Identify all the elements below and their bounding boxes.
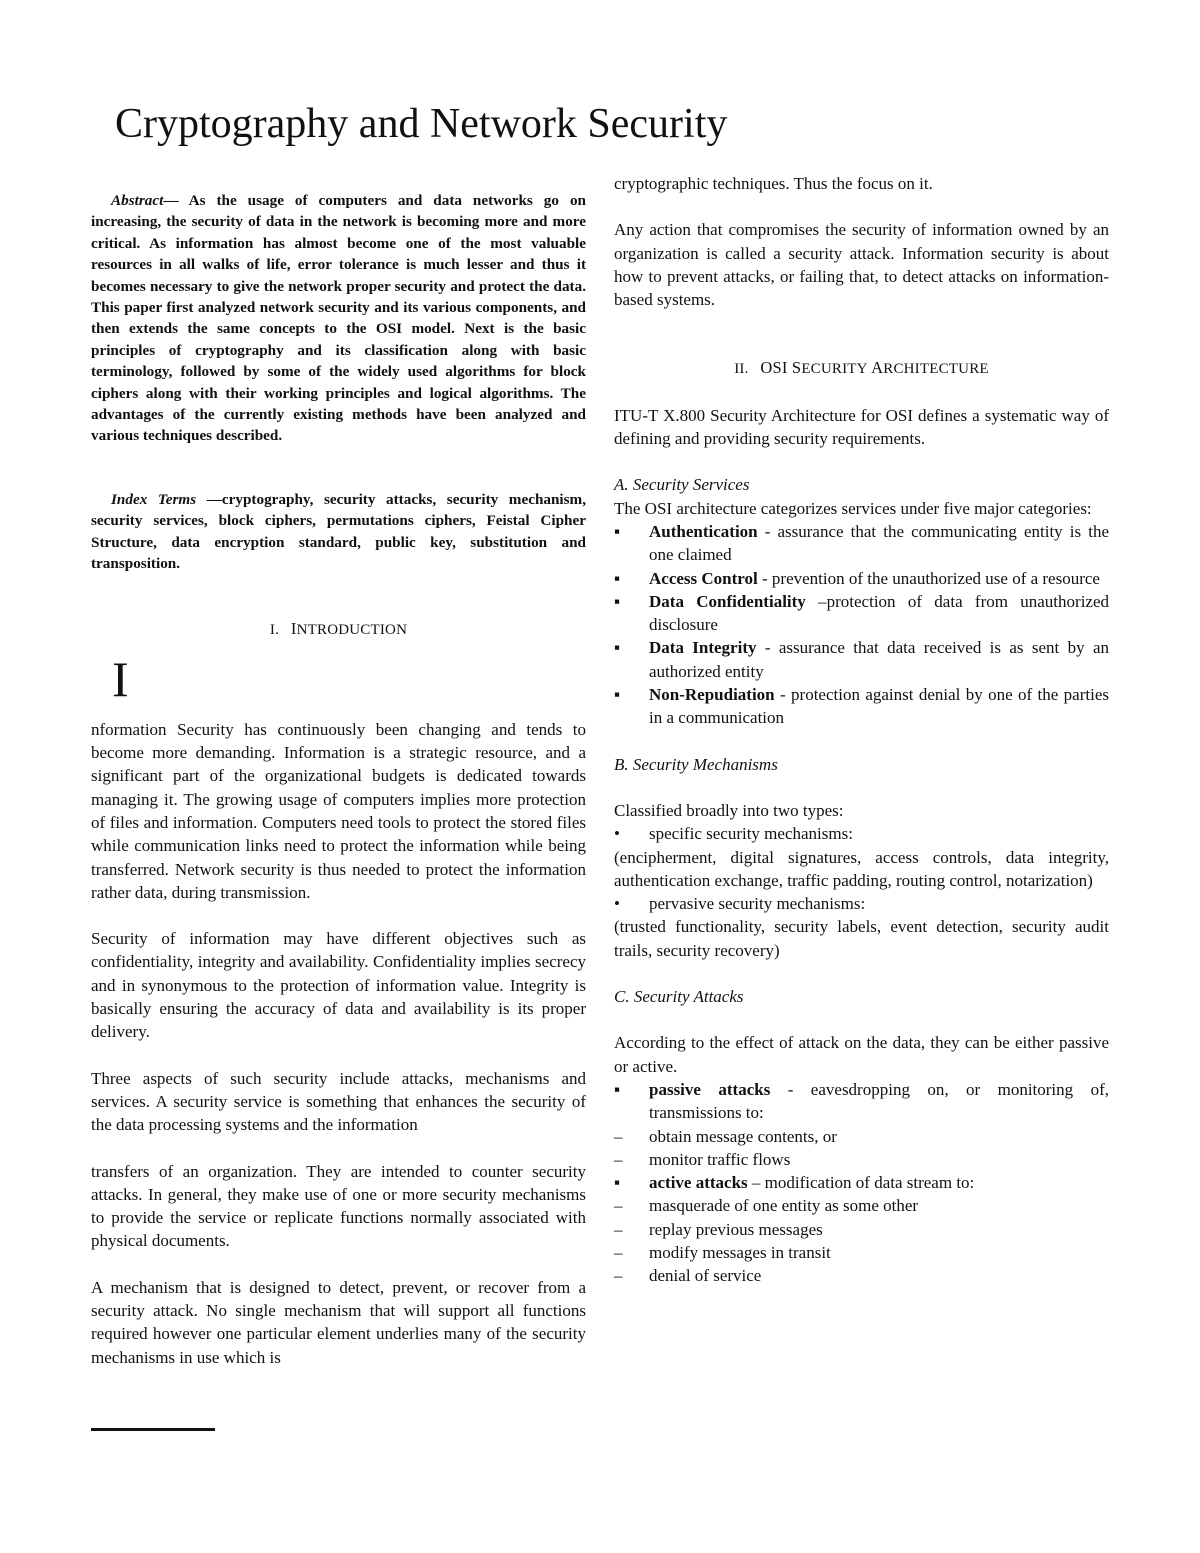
heading-part: RCHITECTURE	[883, 361, 989, 378]
bullet-icon: ▪	[614, 638, 621, 658]
attack-item: masquerade of one entity as some other	[649, 1196, 919, 1216]
service-term: Data Confidentiality	[649, 591, 806, 611]
list-item	[614, 567, 1109, 590]
service-desc: - assurance that data received is as sent by an authorized entity	[649, 638, 1109, 681]
attack-desc: – modification of data stream to:	[747, 1173, 975, 1193]
footnote-rule	[91, 1428, 215, 1431]
list-item	[614, 683, 1109, 730]
service-desc: - assurance that the communicating entity is the one claimed	[649, 521, 1109, 565]
heading-part: OSI S	[760, 358, 802, 378]
intro-paragraph-2: Security of information may have different objectives such as confidentiality, integrity and availability. Confidentiality implies secrecy and in synonymous to the protection of information value. Integrity is basically ensuring the accuracy of data and availability is its proper delivery.	[91, 929, 586, 1042]
list-item	[614, 1125, 1109, 1148]
abstract-label: Abstract	[111, 192, 164, 209]
section-heading-osi	[614, 356, 1109, 381]
osi-intro: ITU-T X.800 Security Architecture for OSI defines a systematic way of defining and providing security requirements.	[614, 405, 1109, 449]
services-list	[614, 520, 1109, 730]
subsection-heading-services: A. Security Services	[614, 475, 750, 495]
index-terms-dash: —	[196, 490, 222, 508]
intro-paragraph-5: A mechanism that is designed to detect, prevent, or recover from a security attack. No single mechanism that will support all functions required however one particular element underlies many of the security mechanisms in use which is	[91, 1277, 586, 1367]
mechanism-type: pervasive security mechanisms:	[649, 894, 866, 914]
drop-cap: I	[112, 650, 129, 707]
intro-paragraph-6: cryptographic techniques. Thus the focus on it.	[614, 174, 933, 193]
paper-title: Cryptography and Network Security	[115, 101, 728, 147]
intro-paragraph-7: Any action that compromises the security of information owned by an organization is called a security attack. Information security is about how to prevent attacks, or failing that, to detect attacks on information-based systems.	[614, 220, 1109, 310]
index-terms-label: Index Terms	[111, 490, 197, 508]
section-heading-rest: NTRODUCTION	[296, 621, 408, 638]
bullet-icon: ▪	[614, 1079, 621, 1099]
section-heading-introduction	[91, 617, 586, 642]
bullet-icon: •	[614, 894, 620, 914]
abstract-dash: —	[163, 192, 189, 209]
mechanism-type: specific security mechanisms:	[649, 824, 853, 844]
pervasive-mechanisms-list: (trusted functionality, security labels, event detection, security audit trails, security recovery)	[614, 917, 1109, 960]
service-desc: –protection of data from unauthorized disclosure	[649, 591, 1110, 635]
list-item	[614, 1194, 1109, 1217]
abstract	[91, 190, 586, 447]
section-heading-initial: I	[290, 618, 297, 638]
dash-icon: –	[614, 1196, 623, 1216]
attack-term: active attacks	[649, 1173, 748, 1193]
specific-mechanisms-list: (encipherment, digital signatures, access controls, data integrity, authentication exchange, traffic padding, routing control, notarization)	[614, 847, 1109, 890]
bullet-icon: •	[614, 824, 620, 844]
service-desc: - prevention of the unauthorized use of a resource	[757, 568, 1100, 588]
attack-item: obtain message contents, or	[649, 1126, 837, 1146]
list-item	[614, 1264, 1109, 1287]
list-item	[614, 822, 1109, 845]
dash-icon: –	[614, 1126, 623, 1146]
attack-item: denial of service	[649, 1266, 762, 1286]
bullet-icon: ▪	[614, 1173, 621, 1193]
bullet-icon: ▪	[614, 521, 621, 541]
left-column	[91, 190, 586, 1369]
service-term: Authentication	[649, 521, 758, 541]
service-term: Access Control	[649, 568, 758, 588]
mechanisms-pervasive	[614, 892, 1109, 915]
list-item	[614, 520, 1109, 567]
intro-paragraph-3: Three aspects of such security include attacks, mechanisms and services. A security service is something that enhances the security of the data processing systems and the information	[91, 1068, 586, 1135]
services-intro: The OSI architecture categorizes services under five major categories:	[614, 498, 1092, 518]
attack-item: monitor traffic flows	[649, 1149, 791, 1169]
bullet-icon: ▪	[614, 568, 621, 588]
attack-item: modify messages in transit	[649, 1242, 831, 1262]
heading-part: A	[871, 358, 884, 378]
bullet-icon: ▪	[614, 591, 621, 611]
dash-icon: –	[614, 1266, 623, 1286]
heading-part: ECURITY	[801, 361, 872, 378]
list-item	[614, 1241, 1109, 1264]
list-item	[614, 590, 1109, 637]
bullet-icon: ▪	[614, 685, 621, 705]
service-desc: - protection against denial by one of the parties in a communication	[649, 685, 1109, 728]
service-term: Data Integrity	[649, 638, 757, 658]
section-numeral: II.	[734, 361, 749, 378]
abstract-text: As the usage of computers and data networks go on increasing, the security of data in the network is becoming more and more critical. As information has almost become one of the most valuable resources in all walks of life, error tolerance is much lesser and thus it becomes necessary to give the network proper security and protect the data. This paper first analyzed network security and its various components, and then extends the same concepts to the OSI model. Next is the basic principles of cryptography and its classification along with basic terminology, followed by some of the widely used algorithms for block ciphers along with their working principles and logical algorithms. The advantages of the currently existing methods have been analyzed and various techniques described.	[91, 192, 586, 445]
attacks-intro: According to the effect of attack on the data, they can be either passive or active.	[614, 1033, 1109, 1076]
index-terms	[91, 489, 586, 575]
index-terms-text: cryptography, security attacks, security mechanism, security services, block ciphers, permutations ciphers, Feistal Cipher Structure, data encryption standard, public key, substitution and transposition.	[91, 490, 587, 573]
subsection-heading-mechanisms: B. Security Mechanisms	[614, 754, 778, 774]
dash-icon: –	[614, 1149, 623, 1169]
mechanisms-intro: Classified broadly into two types:	[614, 800, 844, 820]
attack-term: passive attacks	[649, 1079, 771, 1099]
dash-icon: –	[614, 1242, 623, 1262]
list-item	[614, 1171, 1109, 1194]
list-item	[614, 1218, 1109, 1241]
list-item	[614, 636, 1109, 683]
mechanisms-specific	[614, 822, 1109, 845]
service-term: Non-Repudiation	[649, 685, 775, 705]
section-numeral: I.	[269, 621, 280, 638]
list-item	[614, 892, 1109, 915]
subsection-heading-attacks: C. Security Attacks	[614, 987, 744, 1007]
attack-item: replay previous messages	[649, 1219, 823, 1239]
dash-icon: –	[614, 1219, 623, 1239]
intro-paragraph-4: transfers of an organization. They are intended to counter security attacks. In general, they make use of one or more security mechanisms to provide the service or replicate functions normally associated with physical documents.	[91, 1161, 586, 1251]
attack-desc: - eavesdropping on, or monitoring of, transmissions to:	[649, 1079, 1109, 1123]
attacks-list	[614, 1078, 1109, 1288]
list-item	[614, 1078, 1109, 1125]
intro-paragraph-1: nformation Security has continuously been changing and tends to become more demanding. Information is a strategic resource, and a significant part of the organizational budgets is dedicated towards managing it. The growing usage of computers implies more protection of files and information. Computers need tools to protect the stored files while communication links need to protect the information while being transferred. Network security is thus needed to protect the information rather data, during transmission.	[91, 719, 586, 902]
right-column	[614, 172, 1109, 1288]
list-item	[614, 1148, 1109, 1171]
